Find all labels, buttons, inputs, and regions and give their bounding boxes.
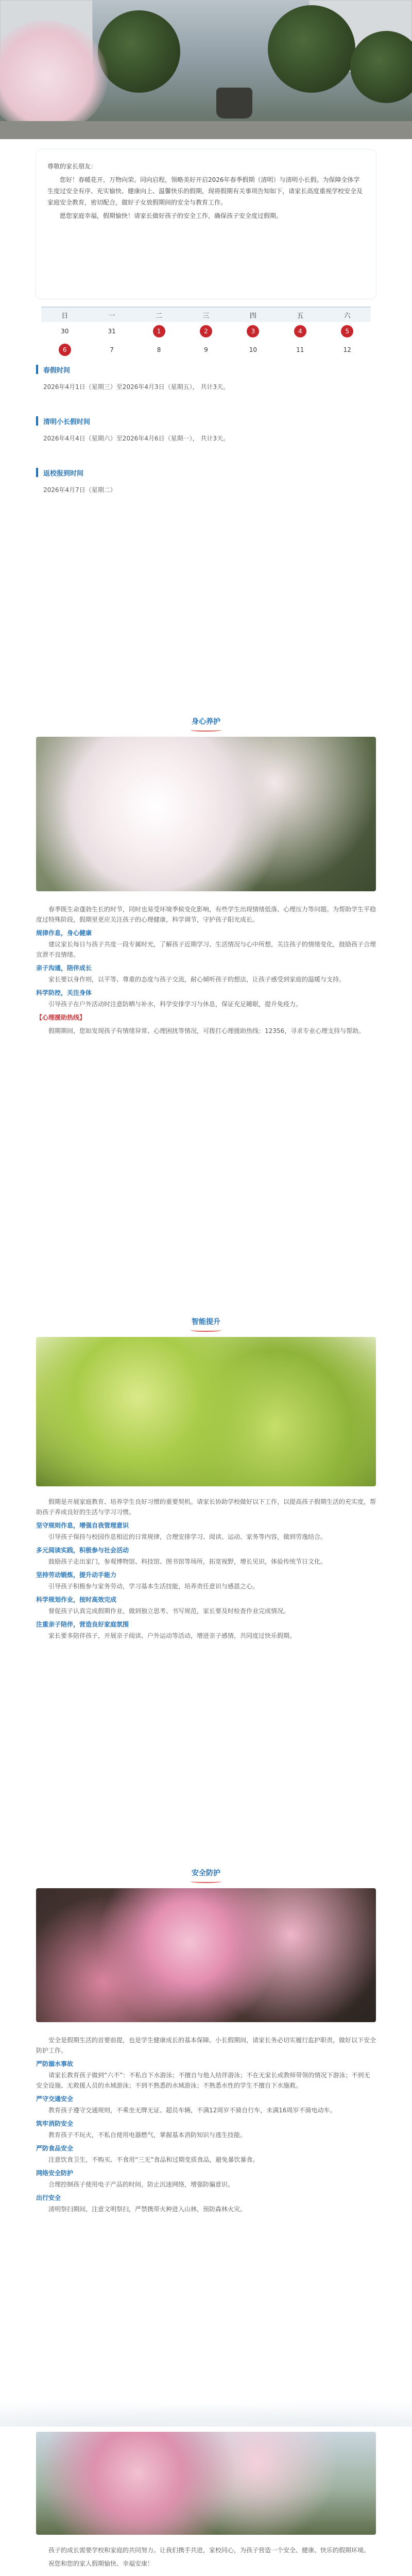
weekday-label: 一 (108, 312, 115, 320)
spring-break-section (36, 363, 376, 392)
calendar-day-holiday: 2 (200, 325, 212, 337)
section-text: 2026年4月4日（星期六）至2026年4月6日（星期一）， 共计3天。 (43, 435, 230, 442)
subheading: 出行安全 (36, 2194, 61, 2201)
section-text: 2026年4月1日（星期三）至2026年4月3日（星期五）， 共计3天。 (43, 383, 230, 391)
hotline-heading: 【心理援助热线】 (36, 1014, 86, 1021)
paragraph: 家长要多陪伴孩子，开展亲子阅读、户外运动等活动，增进亲子感情，共同度过快乐假期。 (48, 1632, 296, 1639)
calendar-day-holiday: 4 (294, 325, 306, 337)
pink-flower-photo (36, 1888, 376, 2022)
weekday-label: 二 (156, 312, 163, 320)
growth-text (36, 1497, 376, 1644)
calendar-day: 12 (343, 346, 351, 353)
section-title: 返校报到时间 (43, 469, 84, 478)
paragraph: 合理控制孩子使用电子产品的时间，防止沉迷网络，增强防骗意识。 (48, 2181, 234, 2188)
subheading: 规律作息，身心健康 (36, 929, 92, 937)
subheading: 坚守规则作息，增强自我管理意识 (36, 1522, 129, 1529)
intro-paragraph-1: 您好！春暖花开，万物向荣。同向启程，领略美好开启2026年春季假期（清明）与清明小长假。为保障全体学生度过安全有序、充实愉快、健康向上、温馨快乐的假期，现将假期有关事项告知如下，请家长高度重视学校安全及家庭安全教育，密切配合，做好子女放假期间的安全与教育工作。 (47, 176, 363, 206)
header-wellbeing (0, 716, 412, 732)
calendar-day: 9 (204, 346, 208, 353)
paragraph: 孩子的成长需要学校和家庭的共同努力。让我们携手共进，家校同心，为孩子营造一个安全、健康、快乐的假期环境。 (48, 2547, 370, 2554)
leaf-photo (36, 1337, 376, 1486)
safety-text (36, 2035, 376, 2217)
closing-text (36, 2545, 376, 2572)
hero-photo (0, 0, 412, 139)
header-label: 智能提升 (192, 1318, 220, 1326)
paragraph: 引导孩子在户外活动时注意防晒与补水，科学安排学习与休息，保证充足睡眠，提升免疫力。 (48, 1001, 302, 1008)
tree-photo (36, 2432, 376, 2535)
subheading: 亲子沟通，陪伴成长 (36, 964, 92, 972)
blossom-photo (36, 737, 376, 891)
calendar-day-holiday: 5 (341, 325, 353, 337)
calendar-weekdays (41, 307, 371, 322)
paragraph: 安全是假期生活的首要前提，也是学生健康成长的基本保障。小长假期间，请家长务必切实履行监护职责，做好以下安全防护工作。 (36, 2037, 376, 2054)
calendar-row (41, 322, 371, 341)
intro-box (36, 149, 376, 299)
calendar-day: 7 (110, 346, 114, 353)
subheading: 严守交通安全 (36, 2095, 74, 2103)
cloud-divider (0, 2396, 412, 2427)
paragraph: 引导孩子保持与校园作息相近的日常规律，合理安排学习、阅读、运动、家务等内容，做到劳逸结合。 (48, 1533, 327, 1540)
subheading: 注重亲子陪伴，营造良好家庭氛围 (36, 1621, 129, 1628)
paragraph: 鼓励孩子走出家门，参观博物馆、科技馆、图书馆等场所，拓宽视野，增长见识，体验传统节日文化。 (48, 1558, 327, 1565)
paragraph: 春季既生命蓬勃生长的时节，同时也易受环境季候变化影响，有些学生出现情绪低落、心理压力等问题。为帮助学生平稳度过特殊阶段，假期里更应关注孩子的心理健康，科学调节，守护孩子阳光成长。 (36, 906, 376, 923)
calendar-day: 10 (249, 346, 258, 353)
qingming-section (36, 415, 376, 444)
intro-paragraph-2: 愿您家庭幸福，假期愉快！请家长做好孩子的安全工作，确保孩子安全度过假期。 (60, 212, 283, 219)
subheading: 严防溺水事故 (36, 2060, 74, 2067)
header-label: 安全防护 (192, 1869, 220, 1877)
weekday-label: 日 (61, 312, 68, 320)
header-label: 身心养护 (192, 718, 220, 726)
weekday-label: 五 (297, 312, 304, 320)
calendar-day-holiday: 6 (59, 344, 71, 356)
subheading: 严防食品安全 (36, 2145, 74, 2152)
header-growth (0, 1316, 412, 1332)
subheading: 网络安全防护 (36, 2170, 74, 2177)
calendar-day: 30 (61, 328, 69, 335)
paragraph: 教育孩子不玩火，不私自使用电器燃气，掌握基本消防知识与逃生技能。 (48, 2131, 247, 2139)
paragraph: 清明祭扫期间，注意文明祭扫，严禁携带火种进入山林，预防森林火灾。 (48, 2206, 247, 2213)
calendar-day: 11 (296, 346, 304, 353)
section-text: 2026年4月7日（星期二） (43, 486, 116, 494)
paragraph: 请家长教育孩子做到“六不”：不私自下水游泳；不擅自与他人结伴游泳；不在无家长或教师带领的情况下游泳；不到无安全设施、无救援人员的水域游泳；不到不熟悉的水域游泳；不熟悉水性的学生不擅自下水施救。 (36, 2072, 370, 2089)
header-safety (0, 1868, 412, 1883)
calendar-day: 8 (157, 346, 161, 353)
paragraph: 注意饮食卫生，不购买、不食用“三无”食品和过期变质食品，避免暴饮暴食。 (48, 2156, 259, 2163)
paragraph: 家长要以身作则，以平等、尊重的态度与孩子交流，耐心倾听孩子的想法，让孩子感受到家庭的温暖与支持。 (48, 976, 346, 983)
weekday-label: 六 (344, 312, 351, 320)
paragraph: 督促孩子认真完成假期作业，做到独立思考、书写规范，家长要及时检查作业完成情况。 (48, 1607, 290, 1615)
subheading: 筑牢消防安全 (36, 2120, 74, 2127)
calendar-day: 31 (108, 328, 116, 335)
subheading: 科学规划作业，按时高效完成 (36, 1596, 117, 1603)
subheading: 科学防控，关注身体 (36, 989, 92, 996)
weekday-label: 三 (202, 312, 210, 320)
section-title: 春假时间 (43, 366, 71, 375)
calendar-day-holiday: 3 (247, 325, 259, 337)
holiday-calendar (41, 307, 371, 359)
weekday-label: 四 (249, 312, 256, 320)
wellbeing-text (36, 904, 376, 1039)
paragraph: 建议家长每日与孩子共度一段专属时光，了解孩子近期学习、生活情况与心中所想，关注孩子的情绪变化，鼓励孩子合理宣泄不良情绪。 (36, 941, 376, 958)
section-title: 清明小长假时间 (43, 418, 91, 426)
calendar-day-holiday: 1 (153, 325, 165, 337)
subheading: 坚持劳动锻炼，提升动手能力 (36, 1571, 117, 1579)
paragraph: 引导孩子积极参与家务劳动，学习基本生活技能，培养责任意识与感恩之心。 (48, 1583, 259, 1590)
paragraph: 祝您和您的家人假期愉快、幸福安康！ (48, 2560, 154, 2567)
paragraph: 假期期间，您如发现孩子有情绪异常、心理困扰等情况，可拨打心理援助热线：12356，寻求专业心理支持与帮助。 (48, 1027, 365, 1035)
subheading: 多元阅读实践，积极参与社会活动 (36, 1547, 129, 1554)
paragraph: 教育孩子遵守交通规则，不乘坐无牌无证、超员车辆，不满12周岁不骑自行车，未满16周岁不骑电动车。 (48, 2107, 336, 2114)
greeting: 尊敬的家长朋友： (47, 163, 97, 170)
paragraph: 假期是开展家庭教育、培养学生良好习惯的重要契机。请家长协助学校做好以下工作，以提高孩子假期生活的充实度，帮助孩子养成良好的生活与学习习惯。 (36, 1498, 376, 1516)
return-section (36, 466, 376, 495)
calendar-row (41, 341, 371, 359)
